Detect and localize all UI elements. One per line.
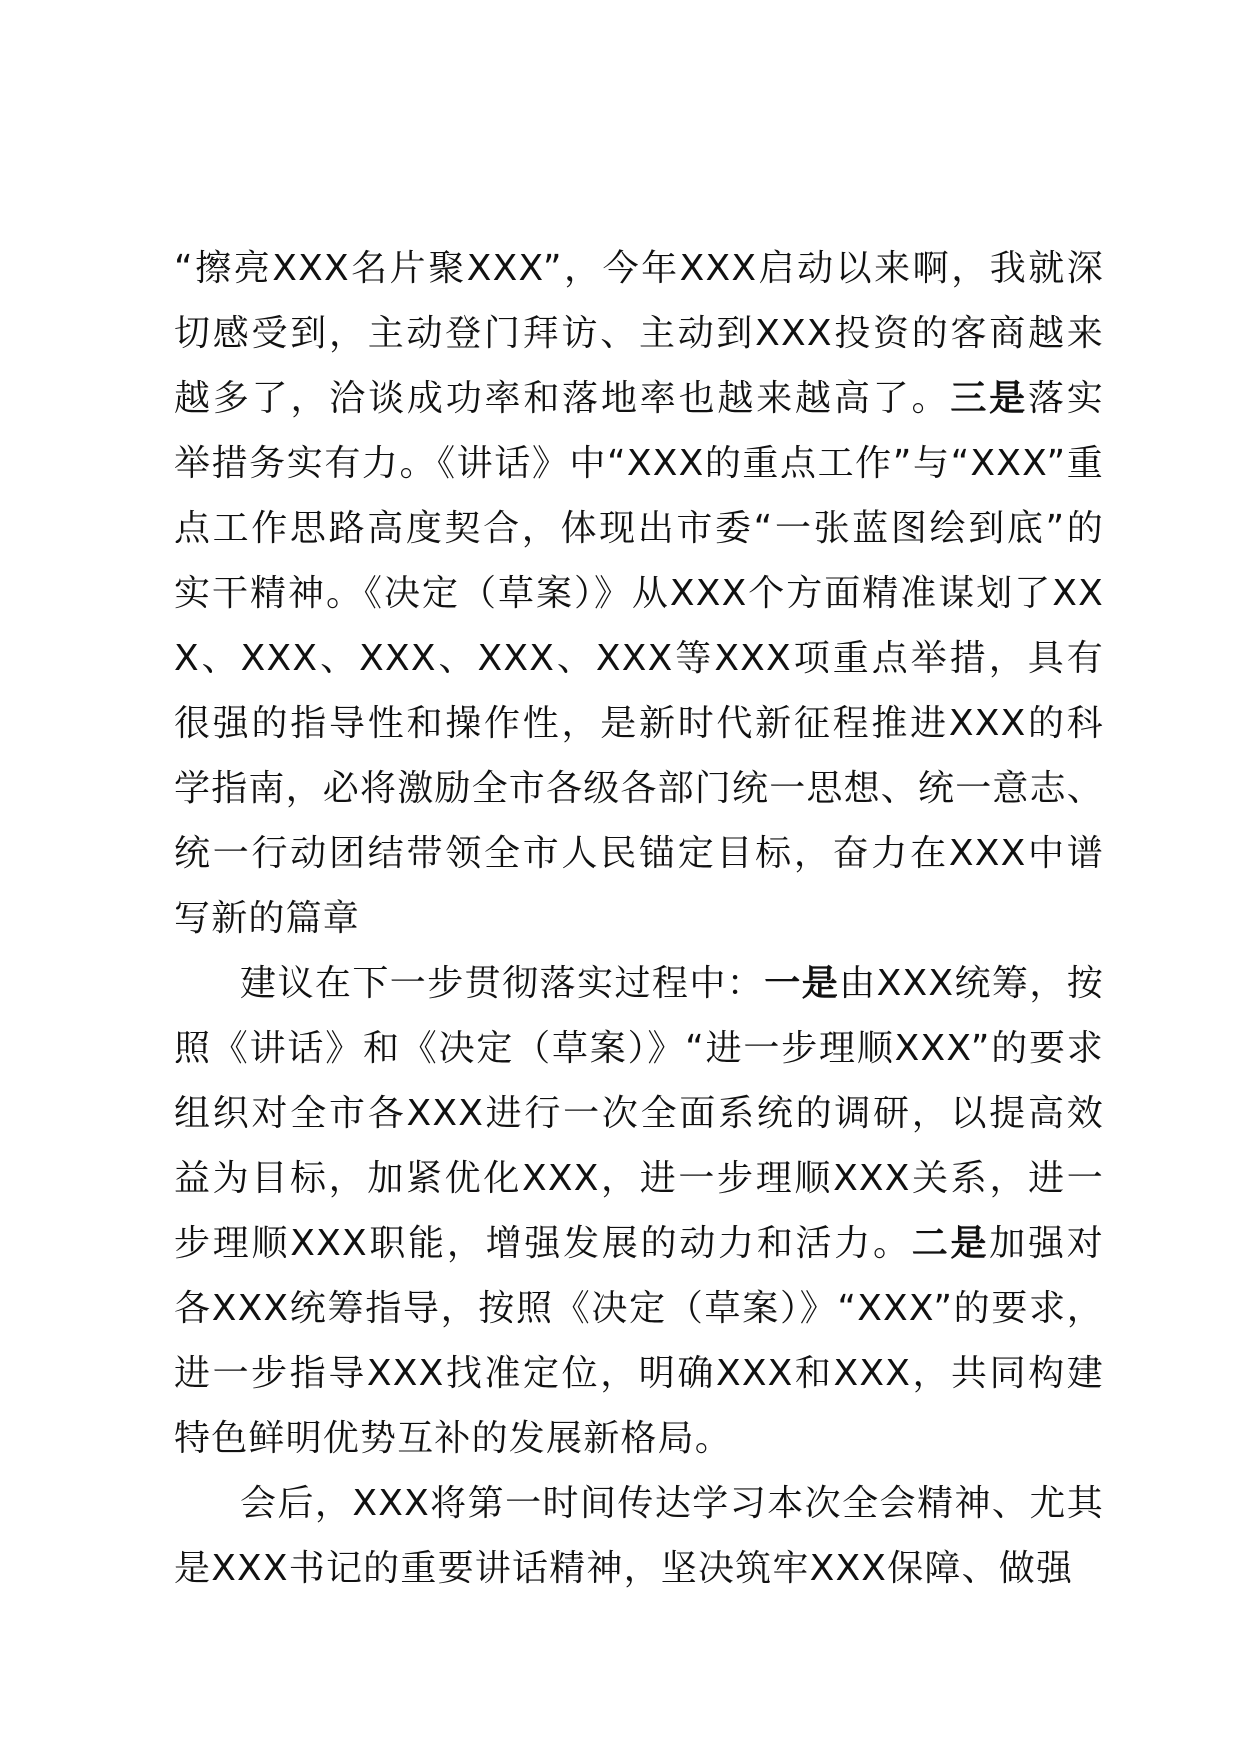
paragraph-text: 落实举措务实有力。《讲话》中“XXX的重点工作”与“XXX”重点工作思路高度契合，体现出市委“一张蓝图绘到底”的实干精神。《决定（草案）》从XXX个方面精准谋划了XXX、XXX、XXX、XXX、XXX等XXX项重点举措，具有很强的指导性和操作性，是新时代新征程推进XXX的科学指南，必将激励全市各级各部门统一思想、统一意志、统一行动团结带领全市人民锚定目标，奋力在XXX中谱写新的篇章	[174, 378, 1105, 939]
paragraph-text: 会后，XXX将第一时间传达学习本次全会精神、尤其是XXX书记的重要讲话精神，坚决筑牢XXX保障、做强	[174, 1483, 1104, 1589]
bold-lead-yi-shi: 一是	[764, 963, 840, 1004]
paragraph-3	[174, 1471, 1104, 1601]
document-body	[174, 236, 1104, 1601]
paragraph-2	[174, 951, 1104, 1471]
paragraph-text: 加强对各XXX统筹指导，按照《决定（草案）》“XXX”的要求，进一步指导XXX找准定位，明确XXX和XXX，共同构建特色鲜明优势互补的发展新格局。	[174, 1223, 1104, 1459]
paragraph-text: 由XXX统筹，按照《讲话》和《决定（草案）》“进一步理顺XXX”的要求组织对全市各XXX进行一次全面系统的调研，以提高效益为目标，加紧优化XXX，进一步理顺XXX关系，进一步理顺XXX职能，增强发展的动力和活力。	[174, 963, 1104, 1264]
bold-lead-er-shi: 二是	[911, 1223, 990, 1264]
paragraph-1	[174, 236, 1104, 951]
bold-lead-san-shi: 三是	[950, 378, 1028, 419]
paragraph-text: “擦亮XXX名片聚XXX”，今年XXX启动以来啊，我就深切感受到，主动登门拜访、主动到XXX投资的客商越来越多了，洽谈成功率和落地率也越来越高了。	[174, 248, 1104, 419]
paragraph-text: 建议在下一步贯彻落实过程中：	[240, 963, 765, 1004]
